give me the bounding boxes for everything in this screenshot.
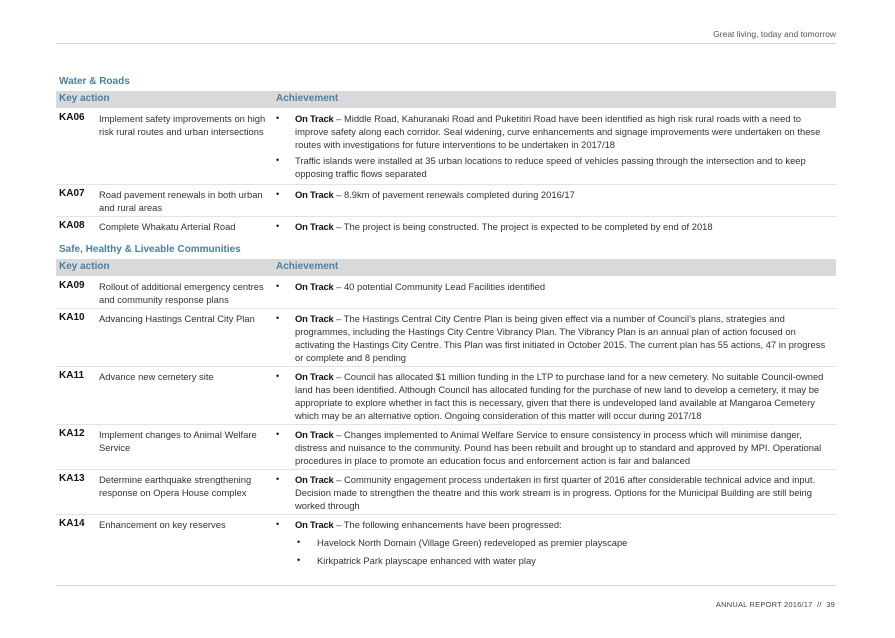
achievement-bullet: • On Track – Community engagement process undertaken in first quarter of 2016 after considerable technical advice and input. Decision made to strengthen the theatre and this work stream is in progress. Options for the Municipal Building are still being worked through xyxy=(295,473,830,512)
section-title: Safe, Healthy & Liveable Communities xyxy=(59,244,241,255)
page-number: 39 xyxy=(826,600,835,609)
action-code: KA07 xyxy=(59,188,85,199)
table-row xyxy=(56,308,836,367)
action-code: KA14 xyxy=(59,518,85,529)
achievement-bullet: • On Track – Changes implemented to Animal Welfare Service to ensure consistency in process which will minimise danger, distress and nuisance to the community. Pound has been rebuilt and brought up to standard and approved by MPI. Operational procedures in place to promote an education focus and enforcement action is fair and balanced xyxy=(295,428,830,467)
section-title: Water & Roads xyxy=(59,76,130,87)
achievement-bullet: • Traffic islands were installed at 35 urban locations to reduce speed of vehicles passing through the intersection and to keep opposing traffic flows separated xyxy=(295,154,830,180)
action-description: Advance new cemetery site xyxy=(99,371,214,382)
table-row xyxy=(56,514,836,574)
key-action-header: Key action xyxy=(59,93,110,104)
action-description: Complete Whakatu Arterial Road xyxy=(99,221,236,232)
action-description: Implement safety improvements on high risk rural routes and urban intersections xyxy=(99,113,266,137)
table-header xyxy=(56,91,836,108)
footer-separator: // xyxy=(817,600,822,609)
achievement-bullet: • On Track – The Hastings Central City Centre Plan is being given effect via a number of Council’s plans, strategies and programmes, including the Hastings City Centre Vibrancy Plan. The Vibrancy Plan is an annual plan of action focused on activating the Hastings City Centre. This Plan was first initiated in October 2015. The current plan has 55 actions, 47 in progress or complete and 8 pending xyxy=(295,312,830,364)
achievement-cell xyxy=(295,518,830,567)
table-row xyxy=(56,276,836,309)
table-row xyxy=(56,366,836,425)
achievement-cell xyxy=(295,428,830,470)
header-rule xyxy=(56,43,836,44)
key-action-header: Key action xyxy=(59,261,110,272)
action-code: KA13 xyxy=(59,473,85,484)
action-description: Rollout of additional emergency centres and community response plans xyxy=(99,281,264,305)
achievement-cell xyxy=(295,473,830,515)
achievement-cell xyxy=(295,112,830,183)
sub-bullet: • Havelock North Domain (Village Green) redeveloped as premier playscape xyxy=(317,536,830,549)
table-header xyxy=(56,259,836,276)
action-code: KA09 xyxy=(59,280,85,291)
action-description: Road pavement renewals in both urban and rural areas xyxy=(99,189,263,213)
action-description: Determine earthquake strengthening response on Opera House complex xyxy=(99,474,252,498)
action-code: KA12 xyxy=(59,428,85,439)
achievement-bullet: • On Track – The project is being constructed. The project is expected to be completed by end of 2018 xyxy=(295,220,830,233)
table-row xyxy=(56,216,836,238)
achievement-bullet: • On Track – 8.9km of pavement renewals completed during 2016/17 xyxy=(295,188,830,201)
achievement-cell xyxy=(295,312,830,367)
action-code: KA08 xyxy=(59,220,85,231)
achievement-cell xyxy=(295,370,830,425)
achievement-cell xyxy=(295,280,830,296)
page-footer xyxy=(716,600,835,609)
footer-rule xyxy=(56,585,836,586)
table-row xyxy=(56,108,836,185)
sub-bullet: • Kirkpatrick Park playscape enhanced with water play xyxy=(317,554,830,567)
page-tagline: Great living, today and tomorrow xyxy=(713,29,836,39)
action-description: Advancing Hastings Central City Plan xyxy=(99,313,255,324)
achievement-bullet: • On Track – The following enhancements have been progressed: xyxy=(295,518,830,531)
achievement-bullet: • On Track – Middle Road, Kahuranaki Road and Puketitiri Road have been identified as high risk rural roads with a need to improve safety along each corridor. Seal widening, curve enhancements and signage improvements were undertaken on these routes with investigations for future interventions to be undertaken in 2017/18 xyxy=(295,112,830,151)
achievement-bullet: • On Track – 40 potential Community Lead Facilities identified xyxy=(295,280,830,293)
report-title: ANNUAL REPORT 2016/17 xyxy=(715,600,813,609)
action-description: Enhancement on key reserves xyxy=(99,519,226,530)
table-row xyxy=(56,469,836,515)
action-code: KA10 xyxy=(59,312,85,323)
achievement-cell xyxy=(295,188,830,204)
achievement-cell xyxy=(295,220,830,236)
action-code: KA11 xyxy=(59,370,85,381)
table-row xyxy=(56,424,836,470)
achievement-header: Achievement xyxy=(276,93,339,104)
achievement-header: Achievement xyxy=(276,261,339,272)
table-row xyxy=(56,184,836,217)
action-code: KA06 xyxy=(59,112,85,123)
achievement-bullet: • On Track – Council has allocated $1 million funding in the LTP to purchase land for a new cemetery. No suitable Council-owned land has been identified. Although Council has allocated funding for the purchase of new land to develop a cemetery, it may be appropriate to explore whether in fact this is necessary, given that there is undeveloped land available at Mangaroa Cemetery which may be an alternative option. Ongoing consideration of this matter will occur during 2017/18 xyxy=(295,370,830,422)
action-description: Implement changes to Animal Welfare Service xyxy=(99,429,257,453)
